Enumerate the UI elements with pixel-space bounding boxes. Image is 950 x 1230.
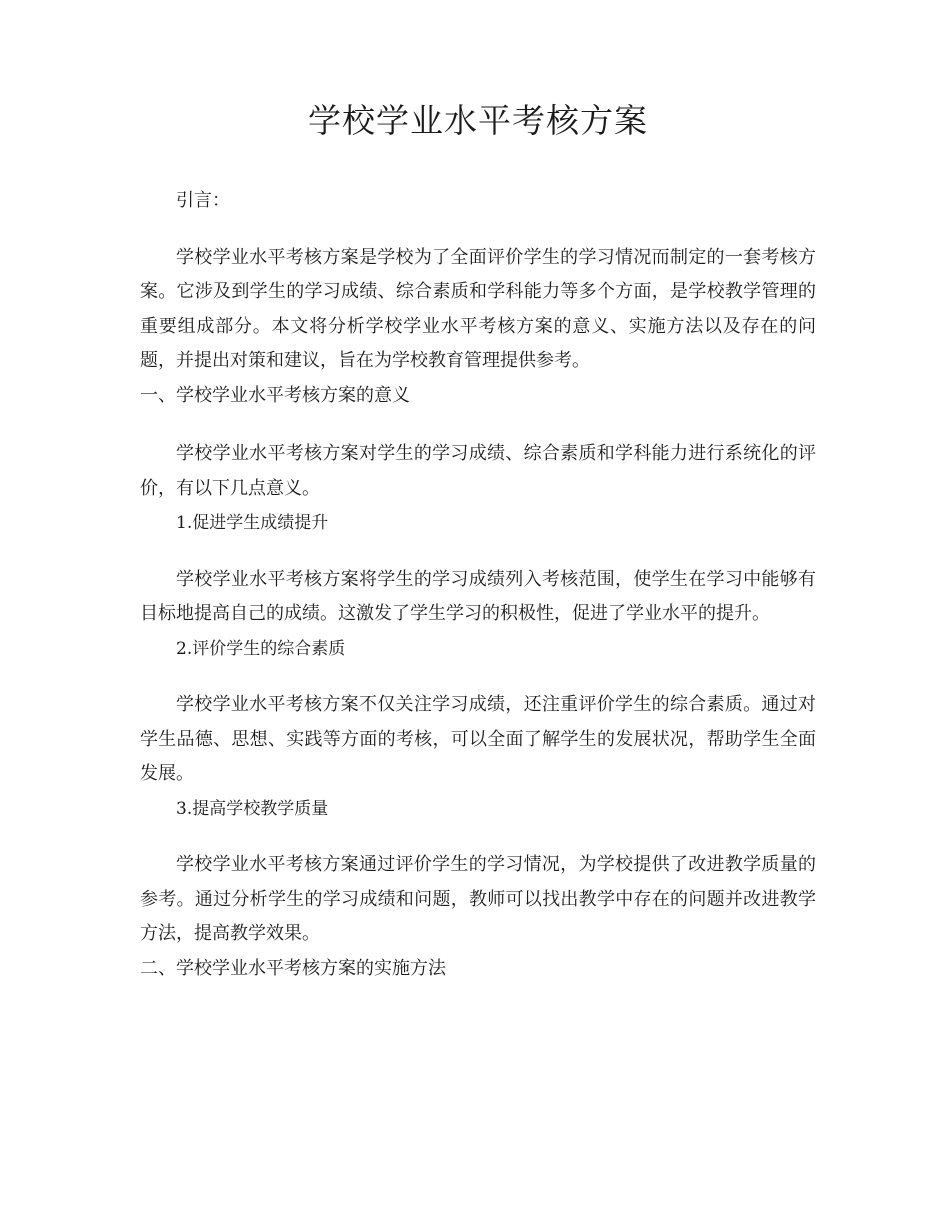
section-1-item-2-heading: 2.评价学生的综合素质 xyxy=(176,638,346,659)
section-1-item-3-heading: 3.提高学校教学质量 xyxy=(176,798,329,819)
section-2-heading: 二、学校学业水平考核方案的实施方法 xyxy=(140,957,446,979)
document-title: 学校学业水平考核方案 xyxy=(308,101,648,140)
intro-label: 引言： xyxy=(176,190,230,211)
section-1-heading: 一、学校学业水平考核方案的意义 xyxy=(140,384,410,406)
section-1-paragraph: 学校学业水平考核方案对学生的学习成绩、综合素质和学科能力进行系统化的评价，有以下几点意义。 xyxy=(140,443,816,499)
intro-paragraph: 学校学业水平考核方案是学校为了全面评价学生的学习情况而制定的一套考核方案。它涉及到学生的学习成绩、综合素质和学科能力等多个方面，是学校教学管理的重要组成部分。本文将分析学校学业水平考核方案的意义、实施方法以及存在的问题，并提出对策和建议，旨在为学校教育管理提供参考。 xyxy=(140,246,816,371)
section-1-item-2-paragraph: 学校学业水平考核方案不仅关注学习成绩，还注重评价学生的综合素质。通过对学生品德、思想、实践等方面的考核，可以全面了解学生的发展状况，帮助学生全面发展。 xyxy=(140,694,816,784)
section-1-item-3-paragraph: 学校学业水平考核方案通过评价学生的学习情况，为学校提供了改进教学质量的参考。通过分析学生的学习成绩和问题，教师可以找出教学中存在的问题并改进教学方法，提高教学效果。 xyxy=(140,854,816,944)
section-1-item-1-paragraph: 学校学业水平考核方案将学生的学习成绩列入考核范围，使学生在学习中能够有目标地提高自己的成绩。这激发了学生学习的积极性，促进了学业水平的提升。 xyxy=(140,568,816,624)
section-1-item-1-heading: 1.促进学生成绩提升 xyxy=(176,513,329,533)
